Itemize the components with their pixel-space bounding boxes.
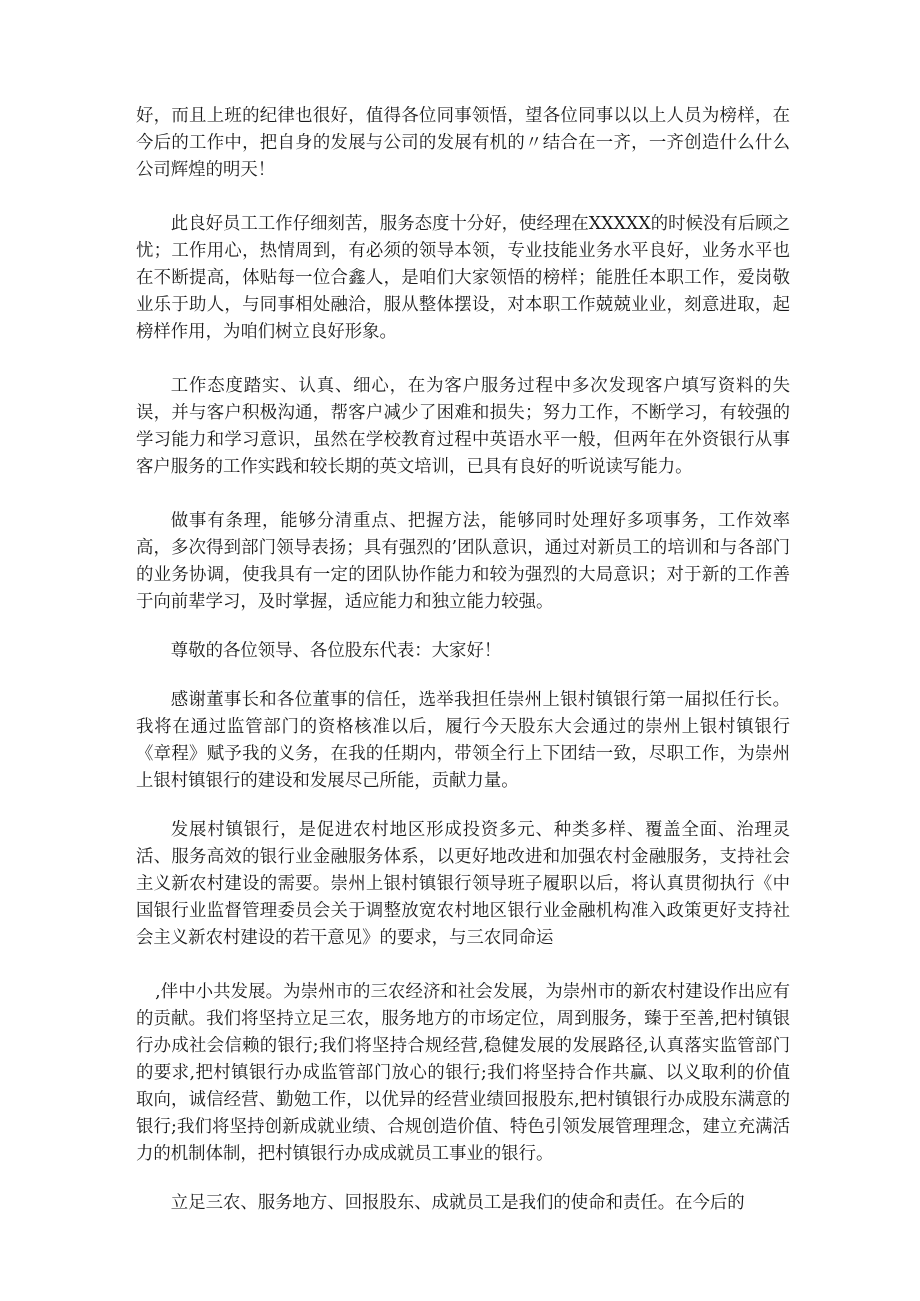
paragraph-7: 发展村镇银行，是促进农村地区形成投资多元、种类多样、覆盖全面、治理灵活、服务高效的银行业金融服务体系，以更好地改进和加强农村金融服务，支持社会主义新农村建设的需要。崇州上银村镇银行领导班子履职以后，将认真贯彻执行《中国银行业监督管理委员会关于调整放宽农村地区银行业金融机构准入政策更好支持社会主义新农村建设的若干意见》的要求，与三农同命运	[136, 820, 790, 948]
paragraph-1: 好，而且上班的纪律也很好，值得各位同事领悟，望各位同事以以上人员为榜样，在今后的工作中，把自身的发展与公司的发展有机的〃结合在一齐，一齐创造什么什么公司辉煌的明天！	[136, 106, 790, 180]
paragraph-6: 感谢董事长和各位董事的信任，选举我担任崇州上银村镇银行第一届拟任行长。我将在通过监管部门的资格核准以后，履行今天股东大会通过的崇州上银村镇银行《章程》赋予我的义务，在我的任期内，带领全行上下团结一致，尽职工作，为崇州上银村镇银行的建设和发展尽己所能，贡献力量。	[136, 690, 790, 791]
greeting: 尊敬的各位领导、各位股东代表：大家好！	[170, 641, 502, 661]
paragraph-4: 做事有条理，能够分清重点、把握方法，能够同时处理好多项事务，工作效率高，多次得到部门领导表扬；具有强烈的’团队意识，通过对新员工的培训和与各部门的业务协调，使我具有一定的团队协作能力和较为强烈的大局意识；对于新的工作善于向前辈学习，及时掌握，适应能力和独立能力较强。	[136, 511, 790, 612]
paragraph-3: 工作态度踏实、认真、细心，在为客户服务过程中多次发现客户填写资料的失误，并与客户积极沟通，帮客户减少了困难和损失；努力工作，不断学习，有较强的学习能力和学习意识，虽然在学校教育过程中英语水平一般，但两年在外资银行从事客户服务的工作实践和较长期的英文培训，已具有良好的听说读写能力。	[136, 376, 790, 477]
paragraph-2: 此良好员工工作仔细刻苦，服务态度十分好，使经理在XXXXX的时候没有后顾之忧；工作用心，热情周到，有必须的领导本领，专业技能业务水平良好，业务水平也在不断提高，体贴每一位合鑫人，是咱们大家领悟的榜样；能胜任本职工作，爱岗敬业乐于助人，与同事相处融洽，服从整体摆设，对本职工作兢兢业业，刻意进取，起榜样作用，为咱们树立良好形象。	[136, 214, 790, 342]
paragraph-8: ,伴中小共发展。为崇州市的三农经济和社会发展，为崇州市的新农村建设作出应有的贡献。我们将坚持立足三农，服务地方的市场定位，周到服务，臻于至善,把村镇银行办成社会信赖的银行;我们将坚持合规经营,稳健发展的发展路径,认真落实监管部门的要求,把村镇银行办成监管部门放心的银行;我们将坚持合作共赢、以义取利的价值取向，诚信经营、勤勉工作，以优异的经营业绩回报股东,把村镇银行办成股东满意的银行;我们将坚持创新成就业绩、合规创造价值、特色引领发展管理理念，建立充满活力的机制体制，把村镇银行办成成就员工事业的银行。	[136, 982, 790, 1164]
paragraph-9: 立足三农、服务地方、回报股东、成就员工是我们的使命和责任。在今后的	[170, 1193, 745, 1213]
